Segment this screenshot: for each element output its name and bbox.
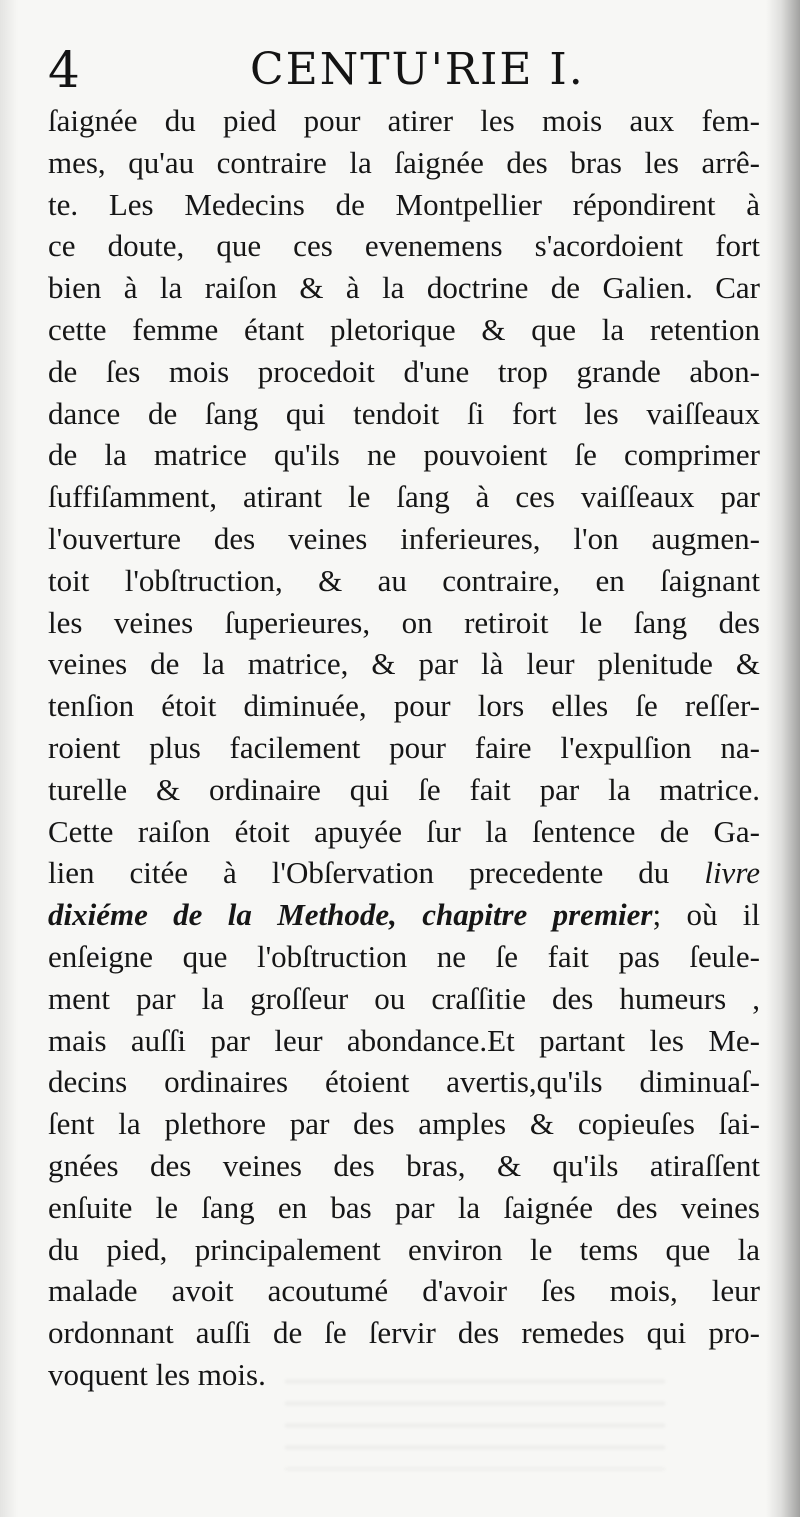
text-line: de la matrice qu'ils ne pouvoient ſe comprimer bbox=[48, 437, 760, 473]
italic-span: livre bbox=[704, 855, 760, 891]
text-line: te. Les Medecins de Montpellier répondirent à bbox=[48, 186, 760, 222]
text-line: ordonnant auſſi de ſe ſervir des remedes qui pro- bbox=[48, 1315, 760, 1351]
text-line: ſuffiſamment, atirant le ſang à ces vaiſſeaux par bbox=[48, 479, 760, 515]
page-header bbox=[48, 40, 748, 100]
text-line: gnées des veines des bras, & qu'ils atiraſſent bbox=[48, 1147, 760, 1183]
text-line: dance de ſang qui tendoit ſi fort les vaiſſeaux bbox=[48, 395, 760, 431]
text-line: decins ordinaires étoient avertis,qu'ils diminuaſ- bbox=[48, 1064, 760, 1100]
text-line: du pied, principalement environ le tems que la bbox=[48, 1231, 760, 1267]
text-line: roient plus facilement pour faire l'expulſion na- bbox=[48, 729, 760, 765]
text-line: les veines ſuperieures, on retiroit le ſang des bbox=[48, 604, 760, 640]
text-line: turelle & ordinaire qui ſe fait par la matrice. bbox=[48, 771, 760, 807]
text-span: ; où il bbox=[652, 897, 760, 933]
text-line: voquent les mois. bbox=[48, 1356, 266, 1392]
text-line: ce doute, que ces evenemens s'acordoient fort bbox=[48, 228, 760, 264]
text-line: enſuite le ſang en bas par la ſaignée des veines bbox=[48, 1189, 760, 1225]
text-line-with-italic bbox=[48, 852, 760, 894]
text-line: veines de la matrice, & par là leur plenitude & bbox=[48, 646, 760, 682]
page-gutter-shadow-right bbox=[766, 0, 800, 1517]
text-line-with-italic bbox=[48, 894, 760, 936]
text-line: l'ouverture des veines inferieures, l'on augmen- bbox=[48, 520, 760, 556]
page-number: 4 bbox=[48, 41, 80, 99]
text-line: ment par la groſſeur ou craſſitie des humeurs , bbox=[48, 980, 760, 1016]
text-line: cette femme étant pletorique & que la retention bbox=[48, 311, 760, 347]
text-line: de ſes mois procedoit d'une trop grande abon- bbox=[48, 353, 760, 389]
text-line: ſaignée du pied pour atirer les mois aux fem- bbox=[48, 103, 760, 138]
text-line: mes, qu'au contraire la ſaignée des bras les arrê- bbox=[48, 144, 760, 180]
text-line: ſent la plethore par des amples & copieuſes ſai- bbox=[48, 1106, 760, 1142]
text-line: toit l'obſtruction, & au contraire, en ſaignant bbox=[48, 562, 760, 598]
text-line: Cette raiſon étoit apuyée ſur la ſentence de Ga- bbox=[48, 813, 760, 849]
text-line: malade avoit acoutumé d'avoir ſes mois, leur bbox=[48, 1273, 760, 1309]
body-text bbox=[48, 100, 760, 1396]
page-gutter-shadow-left bbox=[0, 0, 18, 1517]
text-line: tenſion étoit diminuée, pour lors elles ſe reſſer- bbox=[48, 688, 760, 724]
text-line: enſeigne que l'obſtruction ne ſe fait pas ſeule- bbox=[48, 938, 760, 974]
text-line: bien à la raiſon & à la doctrine de Galien. Car bbox=[48, 270, 760, 306]
text-line: mais auſſi par leur abondance.Et partant les Me- bbox=[48, 1022, 760, 1058]
running-head: CENTU'RIE I. bbox=[250, 44, 585, 95]
italic-span: dixiéme de la Methode, chapitre premier bbox=[48, 897, 653, 933]
text-span: lien citée à l'Obſervation precedente du bbox=[48, 855, 705, 891]
